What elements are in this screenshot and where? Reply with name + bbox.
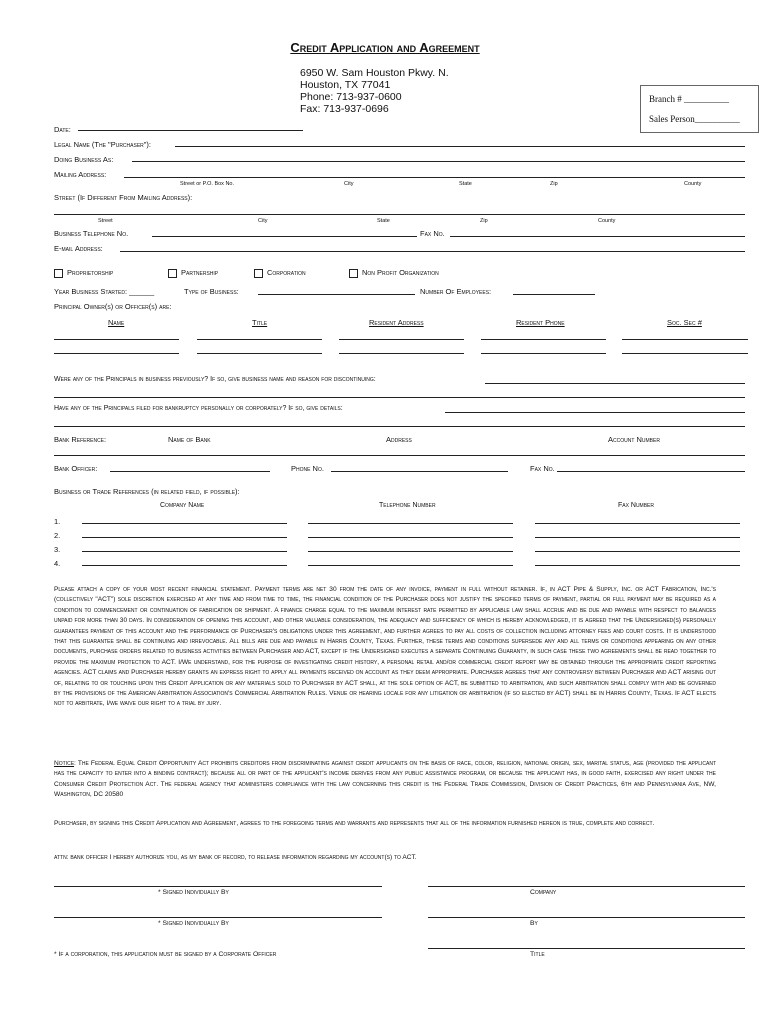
principal-col-name: Name [108,318,125,327]
street-sub-state: State [377,218,390,224]
principal-col-phone: Resident Phone [516,318,565,327]
street-alt-label: Street (If Different From Mailing Address): [54,193,193,202]
trade-row-4-num: 4. [54,559,61,568]
title-label: Title [530,951,545,958]
principal-2-title[interactable] [197,353,322,354]
type-label: Type of Business: [184,287,239,296]
bank-fax-label: Fax No. [530,464,555,473]
year-started-label[interactable]: Year Business Started: ______ [54,287,155,296]
num-emp-label: Number Of Employees: [420,287,492,296]
date-label: Date: [54,125,71,134]
street-sub-city: City [258,218,268,224]
trade-row-2-tel[interactable] [308,537,513,538]
bank-phone-label: Phone No. [291,464,324,473]
bankruptcy-question: Have any of the Principals filed for bankruptcy personally or corporately? If so, give details: [54,405,343,412]
trade-row-3-fax[interactable] [535,551,740,552]
mailing-sub-state: State [459,181,472,187]
trade-row-2-company[interactable] [82,537,287,538]
company-label: Company [530,889,557,896]
street-alt-field[interactable] [54,214,745,215]
trade-row-1-tel[interactable] [308,523,513,524]
email-field[interactable] [120,251,745,252]
trade-row-2-fax[interactable] [535,537,740,538]
branch-label: Branch # [649,94,682,104]
company-address [300,67,500,115]
corporation-option[interactable]: Corporation [254,268,306,278]
dba-label: Doing Business As: [54,155,114,164]
bank-acct-col: Account Number [608,435,660,444]
fax-label: Fax No. [420,229,445,238]
bank-name-col: Name of Bank [168,435,211,444]
bus-phone-label: Business Telephone No. [54,229,129,238]
nonprofit-checkbox[interactable] [349,269,358,278]
dba-field[interactable] [132,161,745,162]
bank-ref-label: Bank Reference: [54,435,107,444]
mailing-sub-street: Street or P.O. Box No. [180,181,235,187]
trade-tel-col: Telephone Number [379,502,436,509]
signature-line-2[interactable] [54,917,382,918]
signed-1-label: * Signed Individually By [158,889,229,896]
principal-2-address[interactable] [339,353,464,354]
trade-row-3-tel[interactable] [308,551,513,552]
trade-row-1-num: 1. [54,517,61,526]
trade-row-1-fax[interactable] [535,523,740,524]
street-sub-zip: Zip [480,218,488,224]
trade-row-4-company[interactable] [82,565,287,566]
corp-note: * If a corporation, this application must be signed by a Corporate Officer [54,951,277,958]
address-phone: Phone: 713-937-0600 [300,91,402,103]
partnership-checkbox[interactable] [168,269,177,278]
principal-col-ssn: Soc. Sec # [667,318,702,327]
trade-row-2-num: 2. [54,531,61,540]
bankruptcy-field-2[interactable] [54,426,745,427]
trade-row-4-fax[interactable] [535,565,740,566]
principal-col-address: Resident Address [369,318,424,327]
partnership-option[interactable]: Partnership [168,268,218,278]
bank-ref-field[interactable] [54,455,745,456]
legal-name-field[interactable] [175,146,745,147]
bank-officer-label: Bank Officer: [54,464,98,473]
trade-row-3-company[interactable] [82,551,287,552]
principal-2-name[interactable] [54,353,179,354]
street-sub-county: County [598,218,616,224]
date-field[interactable] [78,130,303,131]
mailing-sub-city: City [344,181,354,187]
branch-box [640,85,759,133]
bank-fax-field[interactable] [557,471,745,472]
notice-text: : The Federal Equal Credit Opportunity Act prohibits creditors from discriminating against credit applicants on the basis of race, color, religion, national origin, sex, marital status, age (provided the applicant has the capacity to enter into a binding contract); because all or part of the applicant's income derives from any public assistance program, or because the applicant has, in good faith, exercised any right under the Consumer Credit Protection Act. The federal agency that administers compliance with the law concerning this credit is the Federal Trade Commission, Division of Credit Practices, 6th and Pennsylvania Ave, NW, Washington, DC 20580 [54,760,716,799]
branch-blank[interactable]: __________ [684,94,729,104]
by-line[interactable] [428,917,745,918]
company-line[interactable] [428,886,745,887]
notice-paragraph [54,759,716,801]
type-field[interactable] [258,294,415,295]
street-sub-street: Street [98,218,113,224]
principal-2-ssn[interactable] [622,353,748,354]
bank-officer-field[interactable] [110,471,270,472]
trade-heading: Business or Trade References (in related field, if possible): [54,487,240,496]
signature-line-1[interactable] [54,886,382,887]
principal-col-title: Title [252,318,268,327]
principal-1-address[interactable] [339,339,464,340]
principal-1-ssn[interactable] [622,339,748,340]
mailing-sub-county: County [684,181,702,187]
notice-label: Notice [54,760,75,767]
corporation-checkbox[interactable] [254,269,263,278]
fax-field[interactable] [450,236,745,237]
proprietorship-option[interactable]: Proprietorship [54,268,113,278]
trade-row-1-company[interactable] [82,523,287,524]
trade-row-3-num: 3. [54,545,61,554]
address-street: 6950 W. Sam Houston Pkwy. N. [300,67,449,79]
mailing-field[interactable] [124,177,745,178]
signed-2-label: * Signed Individually By [158,920,229,927]
principals-label: Principal Owner(s) or Officer(s) are: [54,302,172,311]
mailing-sub-zip: Zip [550,181,558,187]
by-label: By [530,920,538,927]
principal-2-phone[interactable] [481,353,606,354]
principal-1-name[interactable] [54,339,179,340]
attn-paragraph: attn: bank officer I hereby authorize you, as my bank of record, to release information regarding my account(s) to ACT. [54,854,417,861]
bankruptcy-field-1[interactable] [445,412,745,413]
email-label: E-mail Address: [54,244,103,253]
title-line[interactable] [428,948,745,949]
discontinue-question: Were any of the Principals in business previously? If so, give business name and reason for discontinuing: [54,376,376,383]
discontinue-field-2[interactable] [54,397,745,398]
mailing-label: Mailing Address: [54,170,107,179]
address-fax: Fax: 713-937-0696 [300,103,389,115]
address-city: Houston, TX 77041 [300,79,391,91]
bank-address-col: Address [386,435,412,444]
trade-fax-col: Fax Number [618,502,655,509]
purchaser-paragraph: Purchaser, by signing this Credit Application and Agreement, agrees to the foregoing terms and warrants and represents that all of the information furnished hereon is true, complete and correct. [54,820,655,827]
num-emp-field[interactable] [513,294,595,295]
discontinue-field-1[interactable] [485,383,745,384]
principal-1-phone[interactable] [481,339,606,340]
proprietorship-checkbox[interactable] [54,269,63,278]
sales-person-label[interactable]: Sales Person__________ [649,114,740,124]
legal-name-label: Legal Name (The "Purchaser"): [54,140,152,149]
terms-paragraph: Please attach a copy of your most recent financial statement. Payment terms are net 30 from the date of any invoice, payment in full without retainer. If, in ACT Pipe & Supply, Inc. or ACT Fabrication, Inc.'s (collectively "ACT") sole discretion exercised at any time and from time to time, the financial condition of the Purchaser does not justify the specified terms of payment, partial or full payment may be required as a condition to commencement or continuation of fabrication or shipment. A finance charge equal to the maximum interest rate permitted by applicable law shall accrue and be due and payable with respect to balances unpaid for more than 30 days. In consideration of opening this account, and other valuable consideration, the adequacy and sufficiency of which is hereby acknowledged, it is agreed that the Undersigned(s) personally guarantees payment of this account and the performance of Purchaser's obligations under this agreement, and further agrees to pay all costs of collection including attorney fees and court costs. It is understood that this guarantee shall be continuing and irrevocable. All bills are due and payable in Harris County, Texas. Further, these terms and conditions supersede any and all terms or conditions appearing on any other documents, purchase orders related to business activities between Purchaser and ACT, except if the Undersigned executes a separate Continuing Guaranty, in such case these two agreements shall be read together to provide the maximum protection to ACT. I/We understand, for the purpose of investigating credit history, a personal retail and/or commercial credit report may be obtained through the appropriate credit reporting agencies. ACT claims and Purchaser hereby grants an express right to apply all payments received on account as they deem appropriate. Purchaser agrees that any controversy between Purchaser and ACT arising out of, relating to or touching upon this Credit Application or any materials sold to Purchaser by ACT shall, at the sole option of ACT, be submitted to arbitration, and such arbitration shall comply with and be governed by the provisions of the American Arbitration Association's Commercial Arbitration Rules. Venue or hearing locale for any litigation or arbitration (if so elected by ACT) shall be in Harris County, Texas. If ACT elects not to arbitrate, I/we waive our right to a trial by jury. [54,586,716,708]
nonprofit-option[interactable]: Non Profit Organization [349,268,439,278]
trade-company-col: Company Name [160,502,205,509]
trade-row-4-tel[interactable] [308,565,513,566]
bank-phone-field[interactable] [331,471,508,472]
form-title: Credit Application and Agreement [290,40,480,55]
bus-phone-field[interactable] [152,236,417,237]
principal-1-title[interactable] [197,339,322,340]
